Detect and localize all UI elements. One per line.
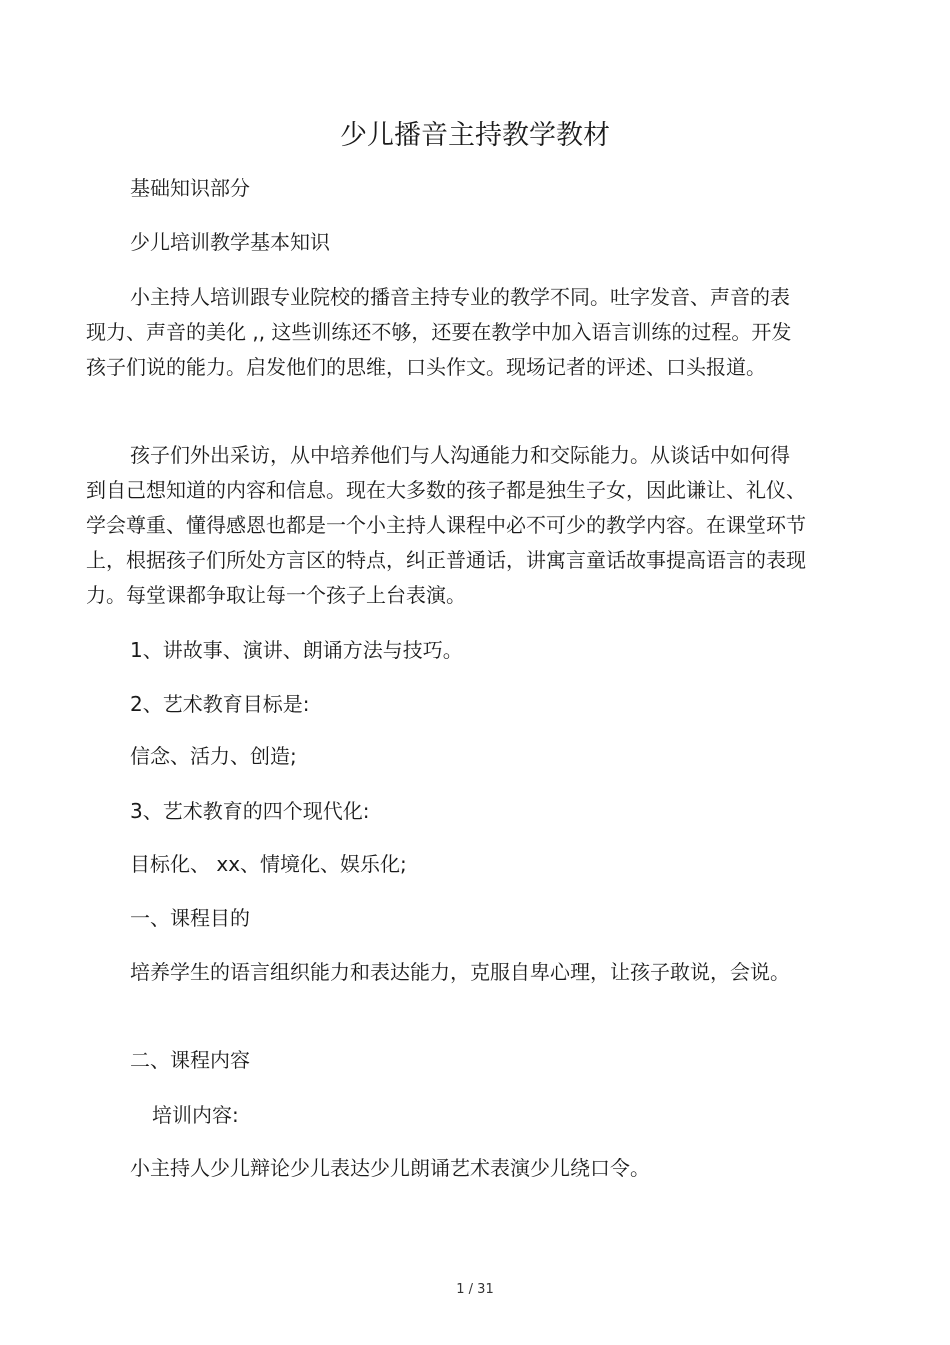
list-item-2: 2、艺术教育目标是: bbox=[130, 692, 310, 716]
section-training-basics: 少儿培训教学基本知识 bbox=[130, 230, 330, 254]
list-item-3: 3、艺术教育的四个现代化: bbox=[130, 799, 370, 823]
document-title: 少儿播音主持教学教材 bbox=[340, 120, 610, 151]
list-item-1: 1、讲故事、演讲、朗诵方法与技巧。 bbox=[130, 638, 463, 662]
paragraph-intro: 小主持人培训跟专业院校的播音主持专业的教学不同。吐字发音、声音的表现力、声音的美化 ,, 这些训练还不够，还要在教学中加入语言训练的过程。开发孩子们说的能力。启发他们的思维，口头作文。现场记者的评述、口头报道。 bbox=[86, 285, 792, 379]
heading-course-content: 二、课程内容 bbox=[130, 1048, 250, 1072]
training-content-list: 小主持人少儿辩论少儿表达少儿朗诵艺术表演少儿绕口令。 bbox=[130, 1156, 650, 1180]
list-item-2-detail: 信念、活力、创造; bbox=[130, 744, 297, 768]
training-content-label: 培训内容: bbox=[152, 1103, 239, 1127]
paragraph-course-goal: 培养学生的语言组织能力和表达能力，克服自卑心理，让孩子敢说，会说。 bbox=[130, 960, 790, 984]
list-item-3-detail: 目标化、 xx、情境化、娱乐化; bbox=[130, 852, 407, 876]
heading-course-goal: 一、课程目的 bbox=[130, 906, 250, 930]
paragraph-interviews: 孩子们外出采访，从中培养他们与人沟通能力和交际能力。从谈话中如何得到自己想知道的内容和信息。现在大多数的孩子都是独生子女，因此谦让、礼仪、学会尊重、懂得感恩也都是一个小主持人课程中必不可少的教学内容。在课堂环节上，根据孩子们所处方言区的特点，纠正普通话，讲寓言童话故事提高语言的表现力。每堂课都争取让每一个孩子上台表演。 bbox=[86, 443, 806, 607]
section-basic-knowledge: 基础知识部分 bbox=[130, 176, 250, 200]
page-indicator: 1 / 31 bbox=[456, 1282, 494, 1297]
